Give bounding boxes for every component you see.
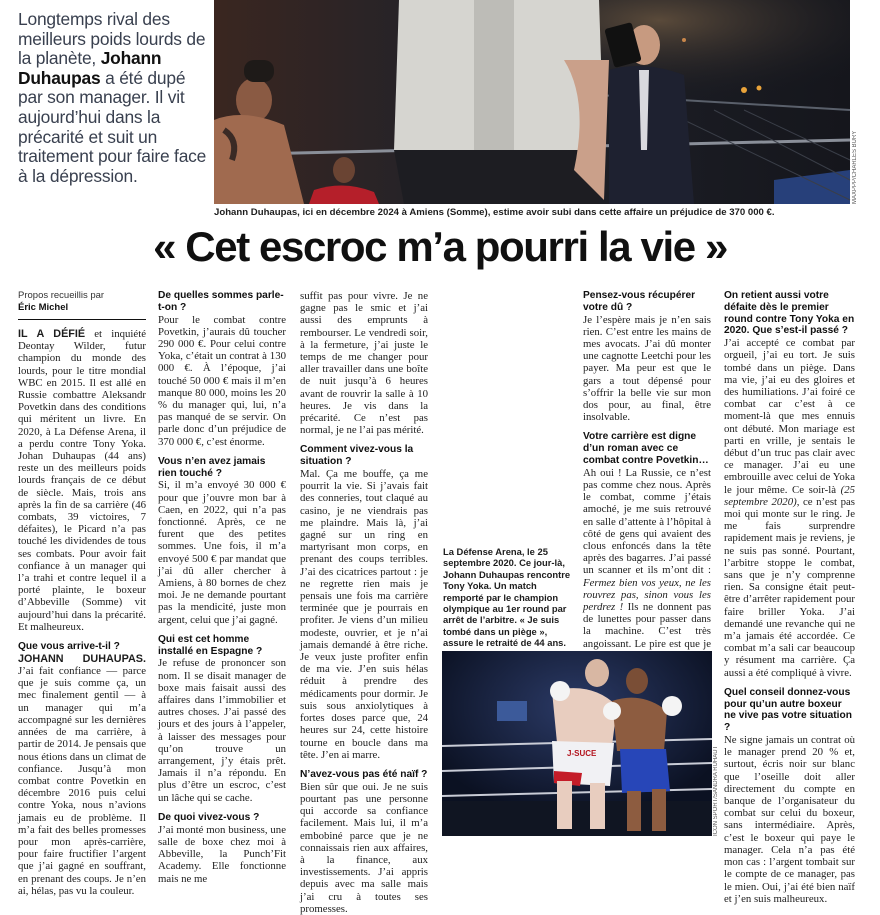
bottom-photo-caption: La Défense Arena, le 25 septembre 2020. Ce jour-là, Johann Duhaupas rencontre Tony Yoka. Un match remporté par le champion olympique au 1er round par arrêt de l’arbitre. « Je suis tombé dans un piège », assure le retraité de 44 ans. bbox=[443, 546, 571, 649]
question-5: De quoi vivez-vous ? bbox=[158, 811, 260, 823]
bottom-photo-image bbox=[442, 651, 712, 836]
top-photo-image bbox=[214, 0, 850, 204]
top-photo bbox=[214, 0, 850, 204]
answer-5: J’ai monté mon business, une salle de boxe chez moi à Abbeville, la Punch’Fit Academy. Elle fonctionne mais ne me bbox=[158, 823, 286, 885]
byline bbox=[18, 290, 146, 314]
intro-text bbox=[18, 10, 213, 186]
answer-10 bbox=[724, 337, 855, 679]
bottom-photo bbox=[442, 651, 712, 836]
byline-rule bbox=[18, 319, 146, 320]
answer-9-quote: Fermez bien vos yeux, ne les rouvrez pas, sinon vous les perdrez ! bbox=[583, 576, 711, 614]
question-11: Quel conseil donnez-vous pour qu’un autre boxeur ne vive pas votre situation ? bbox=[724, 686, 852, 734]
answer-1 bbox=[18, 653, 146, 897]
answer-2: Pour le combat contre Povetkin, j’aurais dû toucher 290 000 €. Pour celui contre Yoka, c’était un contrat à 130 000 €. À l’époque, j’ai touché 50 000 € mais il m’en manque 80 000, moins les 20 % du manager qui, lui, n’a pas manqué de se servir. On parle donc d’un préjudice de 370 000 €, c’est énorme. bbox=[158, 313, 286, 448]
answer-4: Je refuse de prononcer son nom. Il se disait manager de boxe mais faisait aussi des affaires dans l’immobilier et autres choses. J’ai passé des jours et des jours à l’appeler, à laisser des messages pour qu’on trouve un arrangement, j’y étais prêt. Jamais il n’a répondu. En plus d’être un escroc, c’est un lâche qui se cache. bbox=[158, 657, 286, 804]
intro-part1: Longtemps rival des meilleurs poids lourds de la planète, bbox=[18, 9, 206, 69]
answer-6: Mal. Ça me bouffe, ça me pourrit la vie. Si j’avais fait des conneries, tout claqué au casino, je ne viendrais pas me plaindre. Mais là, j’ai gagné sur un ring en martyrisant mon corps, en prenant des coups terribles. J’ai des cicatrices partout : je ne regrette rien mais je pensais une fois ma carrière terminée que je pourrais en profiter. Je viens d’un milieu modeste, ouvrier, et je n’ai jamais demandé à être riche. Je veux juste profiter enfin de ma vie. J’en suis hélas réduit à prendre des médicaments pour dormir. Je suis sous anxiolytiques à fortes doses parce que, 24 heures sur 24, cette histoire tourne en boucle dans ma tête. J’en ai marre. bbox=[300, 468, 428, 761]
column-4 bbox=[583, 290, 711, 674]
bottom-photo-credit: ICON SPORT/SANDRA RUHAUT bbox=[713, 745, 719, 836]
lead-paragraph bbox=[18, 328, 146, 633]
column-2 bbox=[158, 290, 286, 885]
answer-8: Je l’espère mais je n’en sais rien. C’est entre les mains de mes avocats. J’ai dû monter une cagnotte Leetchi pour les payer. Ma peur est que le gars a tout dépensé pour s’offrir la belle vie sur mon dos pour, au final, être insolvable. bbox=[583, 313, 711, 424]
answer-5-continued: suffit pas pour vivre. Je ne gagne pas le smic et j’ai aussi des emprunts à rembourser. Le vendredi soir, à la fermeture, j’ai juste le temps de me changer pour aller travailler dans une boîte de nuit jusqu’à 6 heures avant de rouvrir la salle à 10 heures. Je vis dans la précarité. Ce n’est pas normal, je ne l’ai pas mérité. bbox=[300, 290, 428, 437]
column-1 bbox=[18, 290, 146, 897]
trunk-text: J-SUCE bbox=[567, 749, 597, 758]
answer-1-speaker: JOHANN DUHAUPAS. bbox=[18, 652, 146, 665]
question-10: On retient aussi votre défaite dès le premier round contre Tony Yoka en 2020. Que s’est-il passé ? bbox=[724, 290, 855, 337]
column-3 bbox=[300, 290, 428, 915]
answer-10-part2: , ce n’est pas moi qui monte sur le ring. Je me fais surprendre rapidement mais je reviens, je ne suis pas sonné. Pourtant, l’arbitre stoppe le combat, sans que je n’y comprenne rien. Sa consigne était peut-être d’arrêter rapidement pour faire briller Yoka. J’ai demandé une revanche qui ne m’a jamais été accordée. Ce combat m’a sali car beaucoup y résument ma carrière. Ça aussi a été compliqué à vivre. bbox=[724, 495, 855, 679]
question-1: Que vous arrive-t-il ? bbox=[18, 641, 120, 653]
answer-9-part1: Ah oui ! La Russie, ce n’est pas comme chez nous. Après le combat, comme j’étais amoché, je me suis retrouvé en salle d’attente à l’hôpital à côté de gens qui avaient des clous enfoncés dans la tête après des bagarres. J’ai passé un scanner et ils m’ont dit : bbox=[583, 466, 711, 577]
intro-part2: a été dupé par son manager. Il vit aujourd’hui dans la précarité et suit un traitement pour faire face à la dépression. bbox=[18, 67, 207, 186]
lead-text: et inquiété Deontay Wilder, futur champion du monde des lourds, pour le titre mondial WBC en 2015. Il est allé en Russie combattre Aleksandr Povetkin dans des conditions qui méritent un livre. En 2020, à La Défense Arena, il a perdu contre Tony Yoka. Johan Duhaupas (44 ans) reste un des meilleurs poids lourds français de ce début de siècle. Mais, trois ans après la fin de sa carrière (46 combats, 39 victoires, 7 défaites), le Picard n’a pas touché les dividendes de tous ses combats. Pour avoir fait confiance à un manager qui l’a trahi et contre lequel il a porté plainte, le boxeur d’Abbeville (Somme) vit aujourd’hui dans la précarité. Et malheureux. bbox=[18, 328, 146, 633]
lead-caps: IL A DÉFIÉ bbox=[18, 328, 86, 340]
answer-10-part1: J’ai accepté ce combat par orgueil, j’ai eu tort. Je suis tombé dans un piège. Dans ma vie, j’ai eu des gloires et des humiliations. J’ai foiré ce combat car c’est à ce moment-là que mes ennuis ont débuté. Mon mariage est parti en vrille, je sentais le début d’un truc pas clair avec ce manager. J’ai eu une embrouille avec celui de Yoka le jour même. Ce soir-là bbox=[724, 337, 855, 496]
question-4: Qui est cet homme installé en Espagne ? bbox=[158, 633, 263, 657]
question-6: Comment vivez-vous la situation ? bbox=[300, 444, 414, 468]
headline: « Cet escroc m’a pourri la vie » bbox=[153, 223, 727, 270]
answer-9 bbox=[583, 467, 711, 674]
question-2: De quelles sommes parle-t-on ? bbox=[158, 290, 284, 313]
question-8: Pensez-vous récupérer votre dû ? bbox=[583, 290, 696, 313]
top-photo-caption: Johann Duhaupas, ici en décembre 2024 à Amiens (Somme), estime avoir subi dans cette affaire un préjudice de 370 000 €. bbox=[214, 207, 775, 218]
answer-11: Ne signe jamais un contrat où le manager prend 20 % et, surtout, écris noir sur blanc que l’oseille doit aller directement du compte en banque de l’organisateur du combat sur celui du boxeur, sans intermédiaire. Après, c’est le boxeur qui paye le manager. Cela n’a pas été mon cas : l’argent tombait sur le compte de ce manager, pas le mien. Oui, j’ai été bien naïf et j’en suis malheureux. bbox=[724, 734, 855, 905]
byline-label: Propos recueillis par bbox=[18, 290, 105, 301]
intro-name: Johann Duhaupas bbox=[18, 48, 162, 88]
column-5 bbox=[724, 290, 855, 905]
top-photo-credit: MAXPPP/CHARLES BURY bbox=[852, 130, 858, 204]
question-3: Vous n’en avez jamais rien touché ? bbox=[158, 455, 266, 479]
answer-1-text: J’ai fait confiance — parce que je suis comme ça, un mec finalement gentil — à un manager qui m’a accompagné sur les dernières années de ma carrière, à partir de 2014. Je pensais que nous étions dans un climat de confiance. Jusqu’à mon combat contre Povetkin en décembre 2016 puis celui contre Yoka, nous n’avions jamais eu de problème. Il m’a fait des belles promesses pour mon après-carrière, pour faire fructifier l’argent que j’ai gagné en souffrant, en prenant des coups. Je n’en ai, hélas, pas vu la couleur. bbox=[18, 665, 146, 897]
byline-author: Éric Michel bbox=[18, 302, 69, 313]
answer-9-part2: Ils ne donnent pas de lunettes pour passer dans la machine. C’est très angoissant. Le pire est que je bbox=[583, 601, 712, 650]
question-9: Votre carrière est digne d’un roman avec ce combat contre Povetkin… bbox=[583, 431, 709, 467]
answer-3: Si, il m’a envoyé 30 000 € pour que j’ouvre mon bar à Caen, en 2022, qui n’a pas fonctionné. Après, ce ne furent que des petites sommes. Une fois, il m’a envoyé 500 € par mandat que j’ai dû aller chercher à Amiens, à 80 bornes de chez moi. Je ne demande pourtant pas la mendicité, juste mon argent, celui que j’ai gagné. bbox=[158, 479, 286, 626]
question-7: N’avez-vous pas été naïf ? bbox=[300, 768, 428, 780]
answer-10-date: (25 septembre 2020) bbox=[724, 483, 855, 508]
answer-7: Bien sûr que oui. Je ne suis pourtant pas une personne qui accorde sa confiance facilement. Mais lui, il m’a embobiné parce que je ne connaissais rien aux affaires, à la finance, aux investissements. J’ai appris depuis avec ma salle mais j’ai cru à toutes ses promesses. bbox=[300, 780, 428, 915]
